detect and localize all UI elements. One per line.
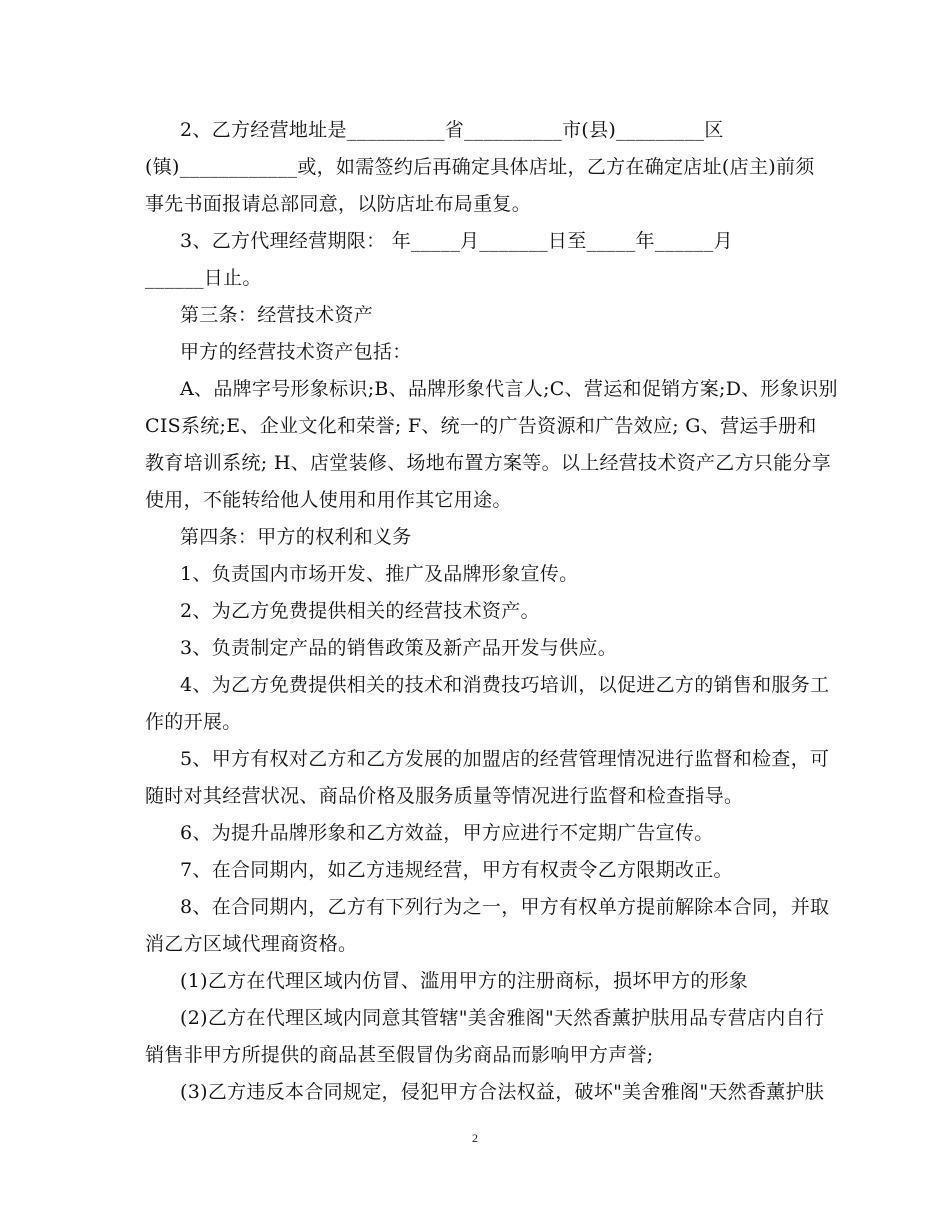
text-line: (3)乙方违反本合同规定，侵犯甲方合法权益，破坏"美舍雅阁"天然香薰护肤 xyxy=(180,1081,825,1103)
section-heading: 第三条：经营技术资产 xyxy=(180,304,374,326)
text-line: 3、负责制定产品的销售政策及新产品开发与供应。 xyxy=(180,637,617,659)
section-heading: 第四条：甲方的权利和义务 xyxy=(180,526,412,548)
text-line: 1、负责国内市场开发、推广及品牌形象宣传。 xyxy=(180,563,579,585)
text-line: 随时对其经营状况、商品价格及服务质量等情况进行监督和检查指导。 xyxy=(145,785,744,807)
text-line: 3、乙方代理经营期限： 年_____月_______日至_____年______月 xyxy=(180,230,733,252)
page-number: 2 xyxy=(472,1131,478,1145)
text-line: ______日止。 xyxy=(145,267,262,289)
text-line: 2、乙方经营地址是__________省__________市(县)_________区 xyxy=(180,119,724,141)
text-line: 8、在合同期内，乙方有下列行为之一，甲方有权单方提前解除本合同，并取 xyxy=(180,896,830,918)
text-line: 作的开展。 xyxy=(145,711,242,733)
text-line: 7、在合同期内，如乙方违规经营，甲方有权责令乙方限期改正。 xyxy=(180,859,733,881)
text-line: 事先书面报请总部同意，以防店址布局重复。 xyxy=(145,193,532,215)
text-line: A、品牌字号形象标识;B、品牌形象代言人;C、营运和促销方案;D、形象识别 xyxy=(180,378,838,400)
text-line: (2)乙方在代理区域内同意其管辖"美舍雅阁"天然香薰护肤用品专营店内自行 xyxy=(180,1007,825,1029)
text-line: (镇)____________或，如需签约后再确定具体店址，乙方在确定店址(店主)前须 xyxy=(145,156,815,178)
text-line: (1)乙方在代理区域内仿冒、滥用甲方的注册商标，损坏甲方的形象 xyxy=(180,970,749,992)
text-line: 教育培训系统; H、店堂装修、场地布置方案等。以上经营技术资产乙方只能分享 xyxy=(145,452,832,474)
text-line: 5、甲方有权对乙方和乙方发展的加盟店的经营管理情况进行监督和检查，可 xyxy=(180,748,830,770)
text-line: 2、为乙方免费提供相关的经营技术资产。 xyxy=(180,600,540,622)
text-line: 4、为乙方免费提供相关的技术和消费技巧培训，以促进乙方的销售和服务工 xyxy=(180,674,830,696)
text-line: CIS系统;E、企业文化和荣誉; F、统一的广告资源和广告效应; G、营运手册和 xyxy=(145,415,817,437)
text-line: 使用，不能转给他人使用和用作其它用途。 xyxy=(145,489,512,511)
text-line: 销售非甲方所提供的商品甚至假冒伪劣商品而影响甲方声誉; xyxy=(145,1044,654,1066)
text-line: 甲方的经营技术资产包括： xyxy=(180,341,412,363)
text-line: 消乙方区域代理商资格。 xyxy=(145,933,358,955)
text-line: 6、为提升品牌形象和乙方效益，甲方应进行不定期广告宣传。 xyxy=(180,822,714,844)
